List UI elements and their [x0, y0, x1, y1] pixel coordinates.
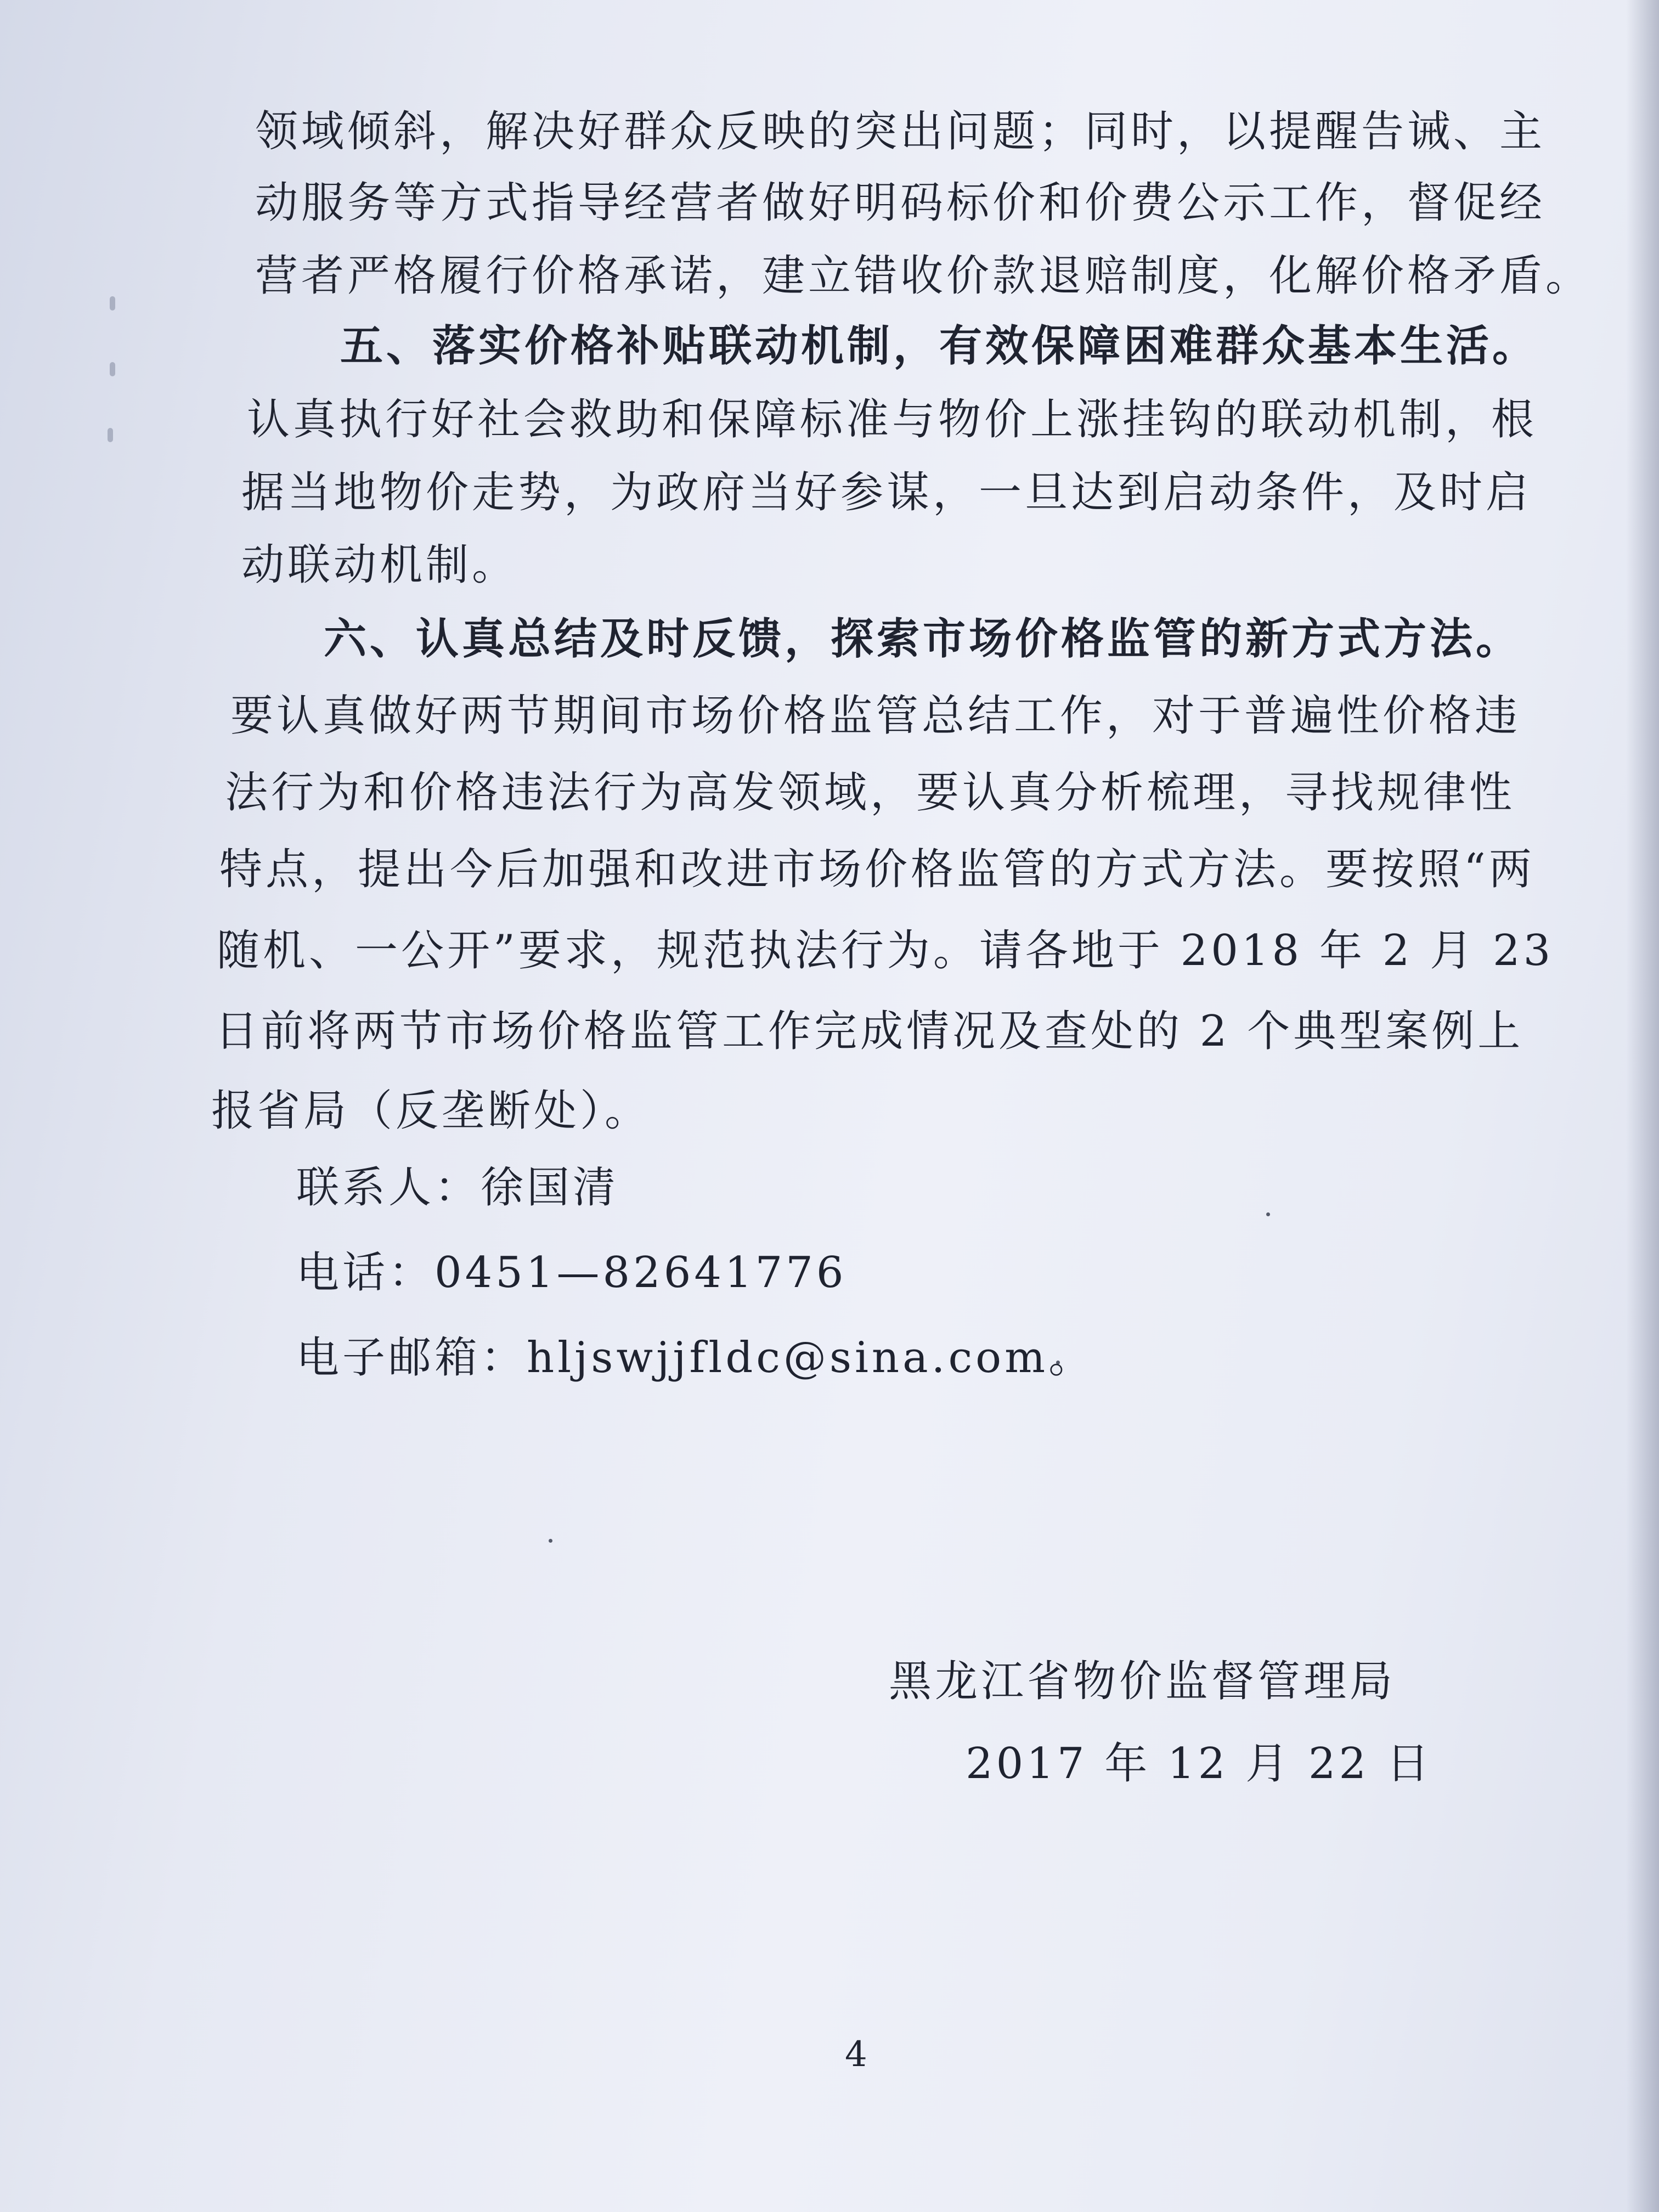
body-line: 法行为和价格违法行为高发领域，要认真分析梳理，寻找规律性 — [225, 768, 1516, 817]
body-line: 日前将两节市场价格监管工作完成情况及查处的 2 个典型案例上 — [215, 1007, 1524, 1056]
contact-phone: 电话：0451—82641776 — [296, 1248, 847, 1297]
section-5-heading: 五、落实价格补贴联动机制，有效保障困难群众基本生活。 — [340, 321, 1539, 371]
body-line: 特点，提出今后加强和改进市场价格监管的方式方法。要按照“两 — [219, 845, 1535, 894]
body-line: 动服务等方式指导经营者做好明码标价和价费公示工作，督促经 — [255, 178, 1546, 228]
signature-organization: 黑龙江省物价监督管理局 — [889, 1657, 1396, 1706]
body-line: 动联动机制。 — [241, 540, 518, 590]
body-line: 领域倾斜，解决好群众反映的突出问题；同时，以提醒告诫、主 — [255, 107, 1546, 156]
body-line: 认真执行好社会救助和保障标准与物价上涨挂钩的联动机制，根 — [247, 395, 1538, 444]
body-line: 报省局（反垄断处）。 — [211, 1086, 651, 1136]
body-line: 要认真做好两节期间市场价格监管总结工作，对于普遍性价格违 — [230, 691, 1521, 741]
body-line: 随机、一公开”要求，规范执法行为。请各地于 2018 年 2 月 23 — [217, 926, 1554, 975]
page-number: 4 — [845, 2034, 867, 2075]
contact-email: 电子邮箱：hljswjjfldc@sina.com。 — [296, 1333, 1095, 1383]
body-line: 营者严格履行价格承诺，建立错收价款退赔制度，化解价格矛盾。 — [255, 251, 1592, 301]
section-6-heading: 六、认真总结及时反馈，探索市场价格监管的新方式方法。 — [324, 614, 1522, 664]
body-line: 据当地物价走势，为政府当好参谋，一旦达到启动条件，及时启 — [241, 468, 1532, 517]
contact-person: 联系人：徐国清 — [296, 1163, 619, 1212]
signature-date: 2017 年 12 月 22 日 — [966, 1739, 1432, 1788]
